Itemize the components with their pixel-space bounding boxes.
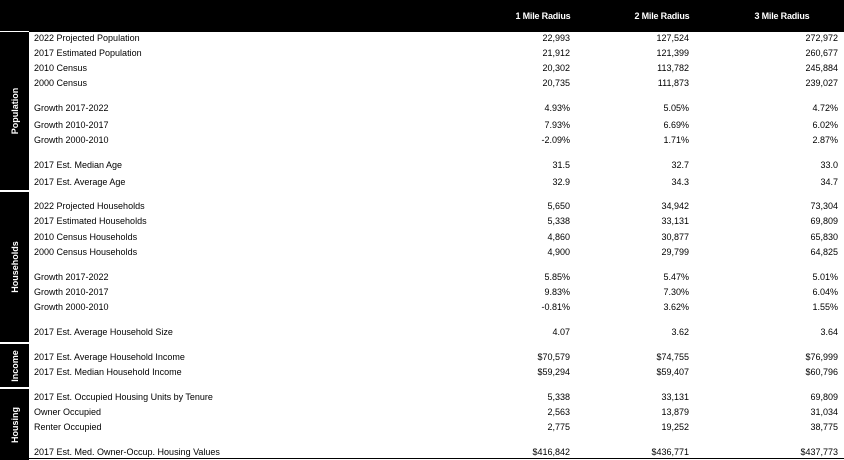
cell-value: 19,252 xyxy=(661,422,689,432)
cell-value: 113,782 xyxy=(657,63,689,73)
row-label: 2022 Projected Population xyxy=(34,33,140,43)
cell-value: 32.7 xyxy=(671,160,689,170)
table-row xyxy=(34,230,844,244)
cell-value: 22,993 xyxy=(542,33,570,43)
cell-value: 33,131 xyxy=(661,216,689,226)
table-row xyxy=(34,46,844,60)
table-row xyxy=(34,61,844,75)
cell-value: 7.30% xyxy=(663,287,689,297)
cell-value: 38,775 xyxy=(810,422,838,432)
cell-value: 29,799 xyxy=(661,247,689,257)
cell-value: 6.69% xyxy=(663,120,689,130)
cell-value: 5,650 xyxy=(547,201,570,211)
cell-value: 4,860 xyxy=(547,232,570,242)
cell-value: $70,579 xyxy=(537,352,570,362)
cell-value: 73,304 xyxy=(810,201,838,211)
cell-value: 3.62% xyxy=(663,302,689,312)
table-row xyxy=(34,175,844,189)
cell-value: 2,563 xyxy=(547,407,570,417)
table-row xyxy=(34,300,844,314)
cell-value: $416,842 xyxy=(532,447,570,457)
row-label: 2010 Census xyxy=(34,63,88,73)
cell-value: 5,338 xyxy=(547,216,570,226)
cell-value: $436,771 xyxy=(651,447,689,457)
row-label: 2000 Census xyxy=(34,78,88,88)
cell-value: 4.07 xyxy=(552,327,570,337)
section-label-income: Income xyxy=(0,344,29,387)
cell-value: $74,755 xyxy=(656,352,689,362)
cell-value: 245,884 xyxy=(805,63,838,73)
table-header xyxy=(0,0,844,31)
row-label: Growth 2017-2022 xyxy=(34,272,109,282)
table-row xyxy=(34,76,844,90)
cell-value: 4.72% xyxy=(812,103,838,113)
table-row xyxy=(34,325,844,339)
cell-value: 69,809 xyxy=(810,392,838,402)
cell-value: 34.3 xyxy=(671,177,689,187)
table-row xyxy=(34,405,844,419)
section-label-population: Population xyxy=(0,32,29,190)
row-label: 2017 Est. Med. Owner-Occup. Housing Values xyxy=(34,447,220,457)
table-row xyxy=(34,199,844,213)
cell-value: 6.04% xyxy=(812,287,838,297)
cell-value: 13,879 xyxy=(661,407,689,417)
row-label: 2010 Census Households xyxy=(34,232,138,242)
cell-value: 65,830 xyxy=(810,232,838,242)
row-label: Growth 2010-2017 xyxy=(34,287,109,297)
row-label: 2000 Census Households xyxy=(34,247,138,257)
row-label: 2017 Est. Median Age xyxy=(34,160,123,170)
column-header-1-mile: 1 Mile Radius xyxy=(515,11,571,21)
row-label: Growth 2000-2010 xyxy=(34,135,109,145)
cell-value: 34.7 xyxy=(820,177,838,187)
cell-value: 6.02% xyxy=(812,120,838,130)
column-header-3-mile: 3 Mile Radius xyxy=(754,11,810,21)
row-label: 2017 Estimated Population xyxy=(34,48,142,58)
cell-value: 239,027 xyxy=(805,78,838,88)
cell-value: $76,999 xyxy=(805,352,838,362)
row-label: 2017 Est. Occupied Housing Units by Tenure xyxy=(34,392,213,402)
table-row xyxy=(34,390,844,404)
table-row xyxy=(34,118,844,132)
cell-value: 33.0 xyxy=(820,160,838,170)
cell-value: 31.5 xyxy=(552,160,570,170)
cell-value: 260,677 xyxy=(805,48,838,58)
cell-value: 20,735 xyxy=(542,78,570,88)
cell-value: 5.85% xyxy=(544,272,570,282)
cell-value: 1.55% xyxy=(812,302,838,312)
cell-value: 64,825 xyxy=(810,247,838,257)
cell-value: $60,796 xyxy=(805,367,838,377)
row-label: Growth 2017-2022 xyxy=(34,103,109,113)
table-row xyxy=(34,285,844,299)
section-label-households: Households xyxy=(0,192,29,342)
cell-value: 272,972 xyxy=(805,33,838,43)
cell-value: 3.64 xyxy=(820,327,838,337)
cell-value: $59,294 xyxy=(537,367,570,377)
cell-value: 31,034 xyxy=(810,407,838,417)
cell-value: 5.01% xyxy=(812,272,838,282)
column-header-2-mile: 2 Mile Radius xyxy=(634,11,690,21)
cell-value: 1.71% xyxy=(663,135,689,145)
table-row xyxy=(34,420,844,434)
cell-value: 2,775 xyxy=(547,422,570,432)
cell-value: 4,900 xyxy=(547,247,570,257)
cell-value: -2.09% xyxy=(541,135,570,145)
row-label: Growth 2010-2017 xyxy=(34,120,109,130)
cell-value: 20,302 xyxy=(542,63,570,73)
cell-value: $59,407 xyxy=(656,367,689,377)
row-label: Growth 2000-2010 xyxy=(34,302,109,312)
cell-value: 30,877 xyxy=(661,232,689,242)
cell-value: 9.83% xyxy=(544,287,570,297)
cell-value: 21,912 xyxy=(542,48,570,58)
row-label: Renter Occupied xyxy=(34,422,102,432)
cell-value: 3.62 xyxy=(671,327,689,337)
row-label: 2022 Projected Households xyxy=(34,201,145,211)
row-label: 2017 Est. Average Age xyxy=(34,177,126,187)
cell-value: 5.05% xyxy=(663,103,689,113)
cell-value: 111,873 xyxy=(657,78,689,88)
cell-value: 33,131 xyxy=(661,392,689,402)
cell-value: 69,809 xyxy=(810,216,838,226)
cell-value: $437,773 xyxy=(800,447,838,457)
cell-value: 32.9 xyxy=(552,177,570,187)
table-row xyxy=(34,445,844,459)
table-row xyxy=(34,270,844,284)
table-row xyxy=(34,133,844,147)
table-row xyxy=(34,158,844,172)
row-label: Owner Occupied xyxy=(34,407,102,417)
cell-value: 7.93% xyxy=(544,120,570,130)
cell-value: 127,524 xyxy=(656,33,689,43)
cell-value: 5.47% xyxy=(663,272,689,282)
section-label-housing: Housing xyxy=(0,389,29,460)
row-label: 2017 Estimated Households xyxy=(34,216,147,226)
cell-value: 4.93% xyxy=(544,103,570,113)
cell-value: 5,338 xyxy=(547,392,570,402)
table-row xyxy=(34,31,844,45)
table-row xyxy=(34,101,844,115)
cell-value: 121,399 xyxy=(656,48,689,58)
row-label: 2017 Est. Median Household Income xyxy=(34,367,182,377)
table-row xyxy=(34,214,844,228)
row-label: 2017 Est. Average Household Income xyxy=(34,352,185,362)
table-row xyxy=(34,245,844,259)
cell-value: 2.87% xyxy=(812,135,838,145)
cell-value: 34,942 xyxy=(661,201,689,211)
cell-value: -0.81% xyxy=(541,302,570,312)
row-label: 2017 Est. Average Household Size xyxy=(34,327,173,337)
table-row xyxy=(34,350,844,364)
table-row xyxy=(34,365,844,379)
